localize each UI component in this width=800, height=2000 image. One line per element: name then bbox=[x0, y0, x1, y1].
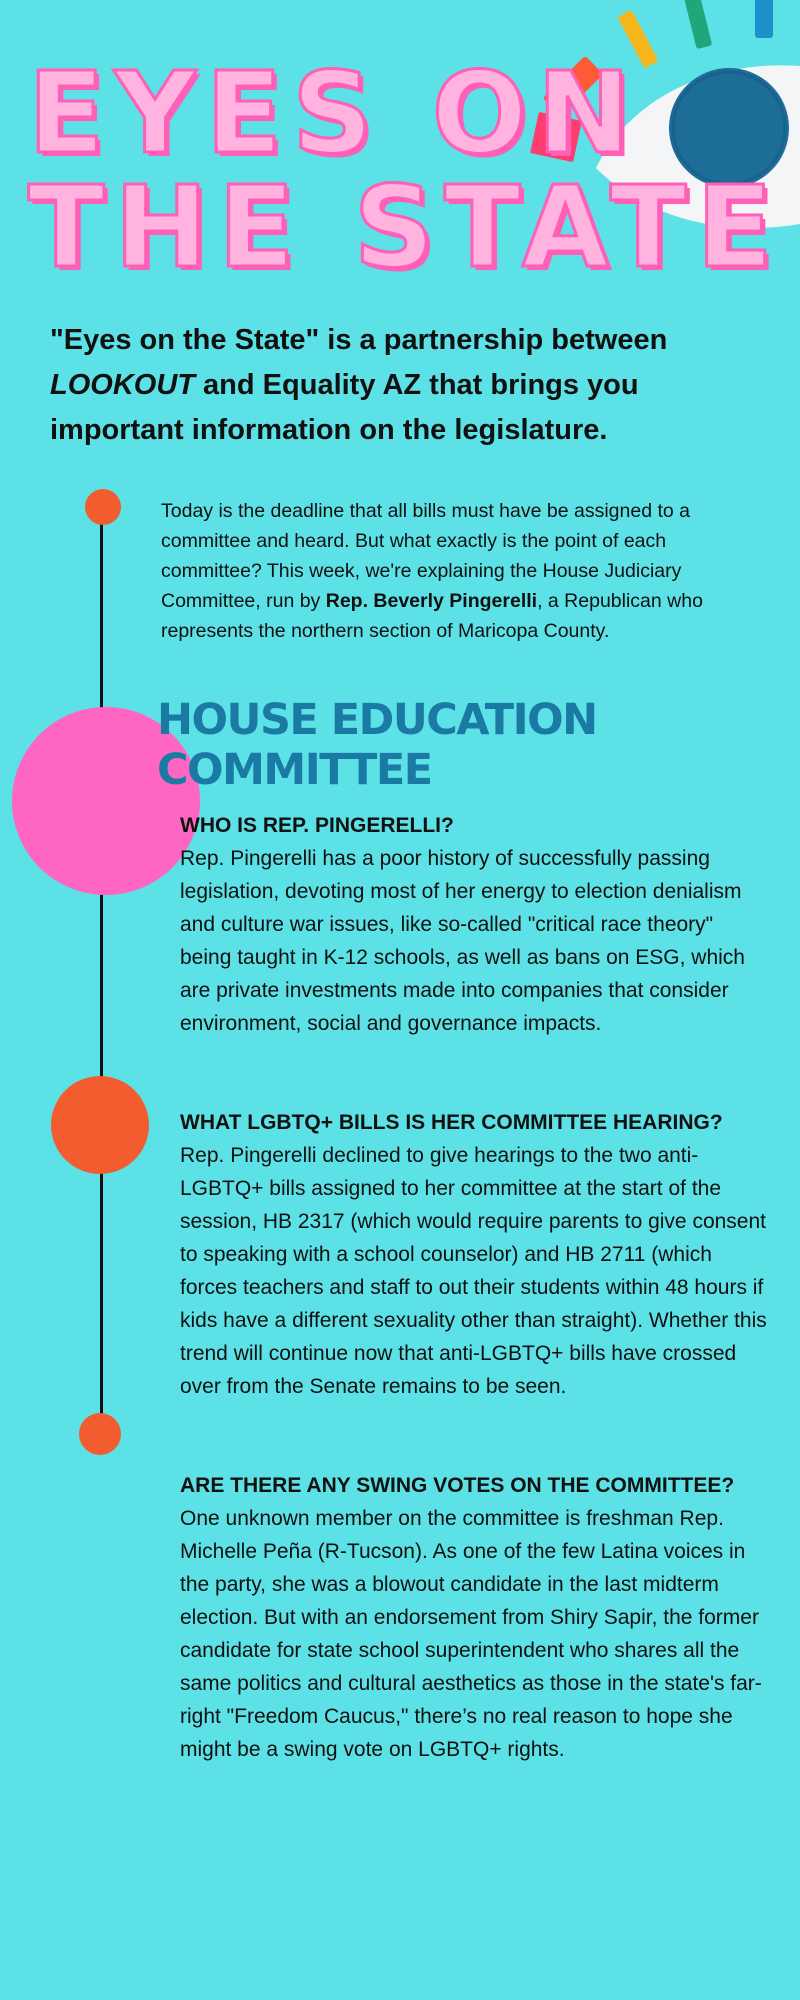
intro-lookout-emphasis: LOOKOUT bbox=[50, 369, 195, 401]
qa-answer: One unknown member on the committee is freshman Rep. Michelle Peña (R-Tucson). As one of the few Latina voices in the party, she was a blowout candidate in the last midterm election. But with an endorsement from Shiry Sapir, the former candidate for state school superintendent who shares all the same politics and cultural aesthetics as those in the state's far-right "Freedom Caucus," there’s no real reason to hope she might be a swing vote on LGBTQ+ rights. bbox=[180, 1507, 762, 1761]
qa-block-3 bbox=[180, 1469, 770, 1766]
timeline-dot-top bbox=[85, 489, 121, 525]
intro-text-part1: "Eyes on the State" is a partnership between bbox=[50, 324, 668, 356]
qa-block-1 bbox=[180, 809, 770, 1040]
deadline-rep-name: Rep. Beverly Pingerelli bbox=[325, 590, 538, 612]
intro-text-part2: and Equality AZ that brings you important information on the legislature. bbox=[50, 369, 639, 446]
ray-blue bbox=[755, 0, 773, 38]
qa-answer: Rep. Pingerelli declined to give hearings to the two anti-LGBTQ+ bills assigned to her committee at the start of the session, HB 2317 (which would require parents to give consent to speaking with a school counselor) and HB 2711 (which forces teachers and staff to out their students within 48 hours if kids have a different sexuality other than straight). Whether this trend will continue now that anti-LGBTQ+ bills have crossed over from the Senate remains to be seen. bbox=[180, 1144, 767, 1398]
section-heading: HOUSE EDUCATION COMMITTEE bbox=[157, 695, 597, 795]
page-title-line-2: THE STATE bbox=[28, 163, 783, 293]
qa-block-2 bbox=[180, 1106, 770, 1403]
ray-green bbox=[684, 0, 713, 49]
timeline-dot-bottom bbox=[79, 1413, 121, 1455]
deadline-paragraph bbox=[161, 496, 761, 646]
intro-statement bbox=[50, 318, 760, 453]
qa-question: ARE THERE ANY SWING VOTES ON THE COMMITTEE? bbox=[180, 1474, 735, 1497]
deadline-text-before: Today is the deadline that all bills must have be assigned to a committee and heard. But what exactly is the point of each committee? This week, we're explaining the House Judiciary Committee, run by bbox=[161, 500, 690, 612]
page-title-line-1: EYES ON bbox=[28, 49, 641, 179]
deadline-text-after: , a Republican who represents the northern section of Maricopa County. bbox=[161, 590, 703, 642]
timeline-line bbox=[100, 505, 103, 1432]
qa-answer: Rep. Pingerelli has a poor history of successfully passing legislation, devoting most of her energy to election denialism and culture war issues, like so-called "critical race theory" being taught in K-12 schools, as well as bans on ESG, which are private investments made into companies that consider environment, social and governance impacts. bbox=[180, 847, 745, 1035]
qa-question: WHO IS REP. PINGERELLI? bbox=[180, 814, 454, 837]
qa-question: WHAT LGBTQ+ BILLS IS HER COMMITTEE HEARING? bbox=[180, 1111, 723, 1134]
timeline-dot-middle bbox=[51, 1076, 149, 1174]
